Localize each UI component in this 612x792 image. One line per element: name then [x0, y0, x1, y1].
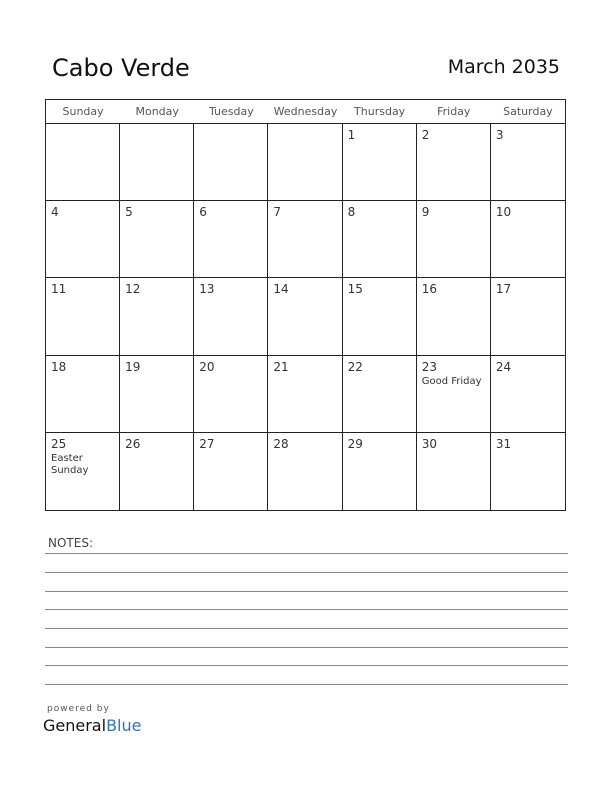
day-cell	[491, 278, 565, 355]
weekday-header: Saturday	[503, 105, 553, 118]
day-cell	[417, 433, 491, 510]
day-cell	[417, 124, 491, 201]
day-cell	[417, 356, 491, 433]
calendar-table	[45, 99, 566, 511]
day-number: 21	[273, 359, 289, 374]
day-cell	[194, 433, 268, 510]
holiday-label: Easter Sunday	[51, 452, 89, 476]
day-cell	[343, 278, 417, 355]
day-number: 9	[421, 205, 430, 220]
day-number: 20	[199, 359, 215, 374]
day-number: 29	[347, 436, 363, 451]
weekday-header: Thursday	[354, 105, 406, 118]
day-cell	[120, 433, 194, 510]
day-number: 26	[125, 436, 141, 451]
day-number: 24	[495, 359, 512, 374]
day-number: 3	[495, 128, 504, 142]
notes-line	[45, 647, 568, 648]
day-number: 31	[495, 436, 512, 451]
day-number: 13	[199, 282, 215, 297]
day-cell	[417, 278, 491, 355]
day-cell	[46, 278, 120, 355]
day-cell	[46, 201, 120, 278]
day-cell	[491, 201, 565, 278]
day-cell	[491, 433, 565, 510]
day-number: 30	[421, 436, 437, 451]
day-number: 7	[273, 205, 282, 220]
day-number: 2	[421, 128, 430, 142]
notes-line	[45, 553, 568, 554]
weekday-header: Friday	[437, 105, 471, 118]
day-number: 15	[347, 282, 363, 297]
day-cell	[268, 124, 342, 201]
day-grid	[46, 124, 565, 510]
day-cell	[120, 124, 194, 201]
logo-general-text: General	[43, 716, 107, 735]
day-number: 10	[495, 205, 512, 220]
day-number: 28	[273, 436, 289, 451]
generalblue-logo	[43, 716, 141, 735]
day-cell	[343, 201, 417, 278]
day-cell	[194, 124, 268, 201]
day-cell	[491, 124, 565, 201]
day-cell	[46, 433, 120, 510]
day-cell	[491, 356, 565, 433]
notes-line	[45, 684, 568, 685]
day-number: 18	[51, 359, 67, 374]
notes-line	[45, 628, 568, 629]
day-number: 5	[125, 205, 133, 220]
day-number: 22	[347, 359, 363, 374]
month-year-label: March 2035	[447, 56, 560, 78]
notes-line	[45, 572, 568, 573]
day-cell	[268, 278, 342, 355]
day-cell	[194, 201, 268, 278]
country-title: Cabo Verde	[52, 54, 190, 82]
day-cell	[268, 201, 342, 278]
holiday-label: Good Friday	[421, 375, 482, 387]
day-number: 1	[347, 128, 356, 142]
day-cell	[268, 433, 342, 510]
day-cell	[194, 356, 268, 433]
day-number: 17	[495, 282, 512, 297]
day-number: 14	[273, 282, 289, 297]
notes-label: NOTES:	[48, 536, 93, 550]
day-number: 12	[125, 282, 141, 297]
day-number: 16	[421, 282, 437, 297]
day-number: 11	[51, 282, 67, 297]
day-number: 27	[199, 436, 215, 451]
day-cell	[120, 356, 194, 433]
day-cell	[343, 356, 417, 433]
day-number: 8	[347, 205, 356, 220]
day-number: 6	[199, 205, 207, 220]
day-cell	[343, 124, 417, 201]
day-cell	[417, 201, 491, 278]
notes-line	[45, 665, 568, 666]
day-cell	[46, 124, 120, 201]
powered-by-text: powered by	[47, 704, 110, 714]
day-number: 4	[51, 205, 59, 220]
weekday-header: Tuesday	[208, 105, 254, 118]
weekday-header: Monday	[135, 105, 179, 118]
weekday-header-row	[46, 100, 565, 124]
weekday-header: Sunday	[62, 105, 104, 118]
day-cell	[46, 356, 120, 433]
notes-line	[45, 609, 568, 610]
day-cell	[343, 433, 417, 510]
logo-blue-text: Blue	[106, 716, 142, 735]
day-cell	[268, 356, 342, 433]
day-cell	[120, 201, 194, 278]
day-number: 19	[125, 359, 141, 374]
day-cell	[120, 278, 194, 355]
day-number: 25	[51, 436, 67, 451]
day-number: 23	[421, 359, 437, 374]
weekday-header: Wednesday	[273, 105, 338, 118]
day-cell	[194, 278, 268, 355]
notes-line	[45, 591, 568, 592]
